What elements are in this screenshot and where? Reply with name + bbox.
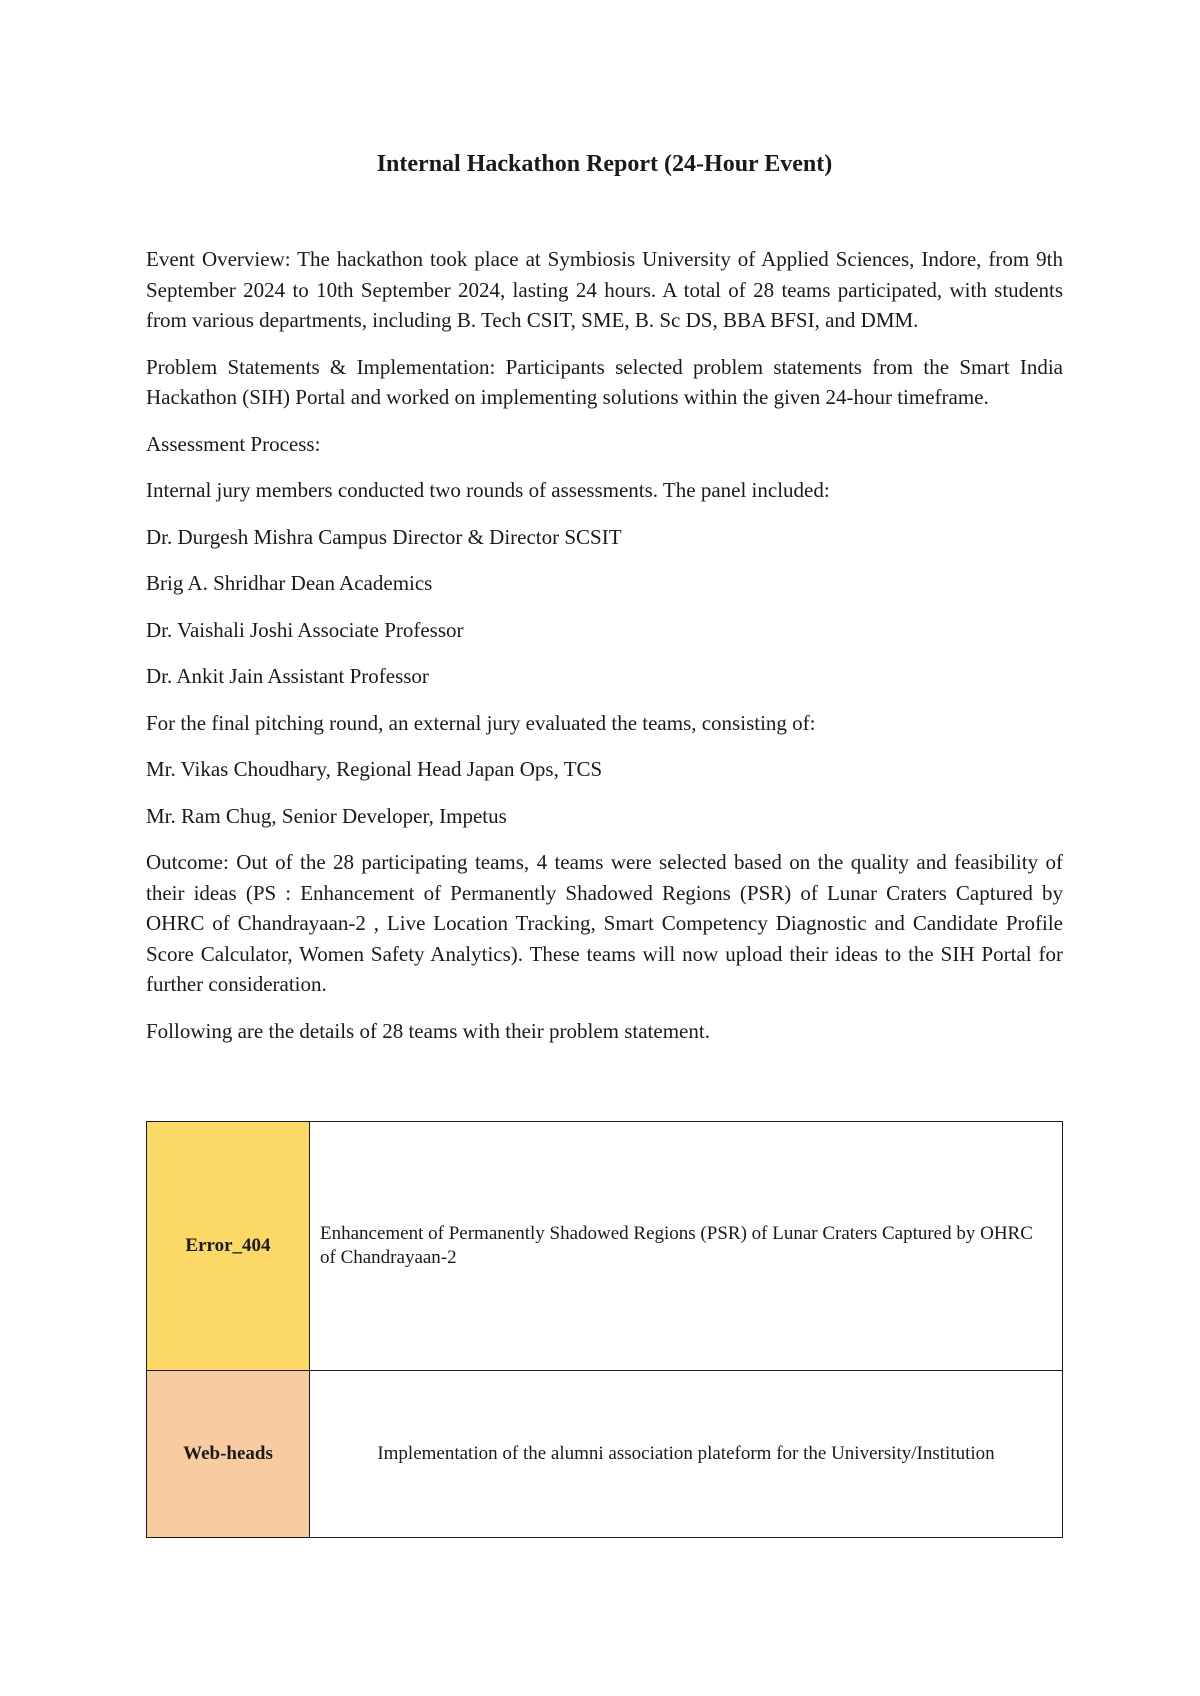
assessment-intro-paragraph: Internal jury members conducted two rounds of assessments. The panel included: — [146, 478, 830, 502]
external-jury-member: Mr. Ram Chug, Senior Developer, Impetus — [146, 803, 507, 828]
document-body — [146, 244, 1063, 1062]
internal-jury-member: Dr. Ankit Jain Assistant Professor — [146, 664, 429, 688]
teams-table — [146, 1121, 1063, 1538]
table-row — [147, 1371, 1063, 1538]
problem-statements-paragraph: Problem Statements & Implementation: Participants selected problem statements from the Smart India Hackathon (SIH) Portal and worked on implementing solutions within the given 24-hour timeframe. — [146, 354, 1063, 409]
event-overview-paragraph: Event Overview: The hackathon took place at Symbiosis University of Applied Sciences, Indore, from 9th September 2024 to 10th September 2024, lasting 24 hours. A total of 28 teams participated, with students from various departments, including B. Tech CSIT, SME, B. Sc DS, BBA BFSI, and DMM. — [146, 247, 1063, 332]
internal-jury-member: Dr. Vaishali Joshi Associate Professor — [146, 617, 464, 642]
outcome-paragraph: Outcome: Out of the 28 participating teams, 4 teams were selected based on the quality and feasibility of their ideas (PS : Enhancement of Permanently Shadowed Regions (PSR) of Lunar Craters Captured by OHRC of Chandrayaan-2 , Live Location Tracking, Smart Competency Diagnostic and Candidate Profile Score Calculator, Women Safety Analytics). These teams will now upload their ideas to the SIH Portal for further consideration. — [146, 850, 1063, 996]
external-jury-member: Mr. Vikas Choudhary, Regional Head Japan Ops, TCS — [146, 757, 603, 781]
internal-jury-member: Dr. Durgesh Mishra Campus Director & Director SCSIT — [146, 524, 622, 549]
table-row — [147, 1122, 1063, 1371]
internal-jury-member: Brig A. Shridhar Dean Academics — [146, 571, 433, 595]
team-name-cell: Web-heads — [147, 1371, 310, 1538]
teams-intro-paragraph: Following are the details of 28 teams with their problem statement. — [146, 1018, 710, 1043]
problem-statement-cell: Enhancement of Permanently Shadowed Regions (PSR) of Lunar Craters Captured by OHRC of Chandrayaan-2 — [310, 1122, 1063, 1371]
team-name-cell: Error_404 — [147, 1122, 310, 1371]
problem-statement-cell: Implementation of the alumni association plateform for the University/Institution — [310, 1371, 1063, 1538]
external-jury-intro-paragraph: For the final pitching round, an external jury evaluated the teams, consisting of: — [146, 710, 816, 735]
document-title: Internal Hackathon Report (24-Hour Event) — [376, 151, 833, 177]
assessment-heading: Assessment Process: — [146, 431, 321, 456]
